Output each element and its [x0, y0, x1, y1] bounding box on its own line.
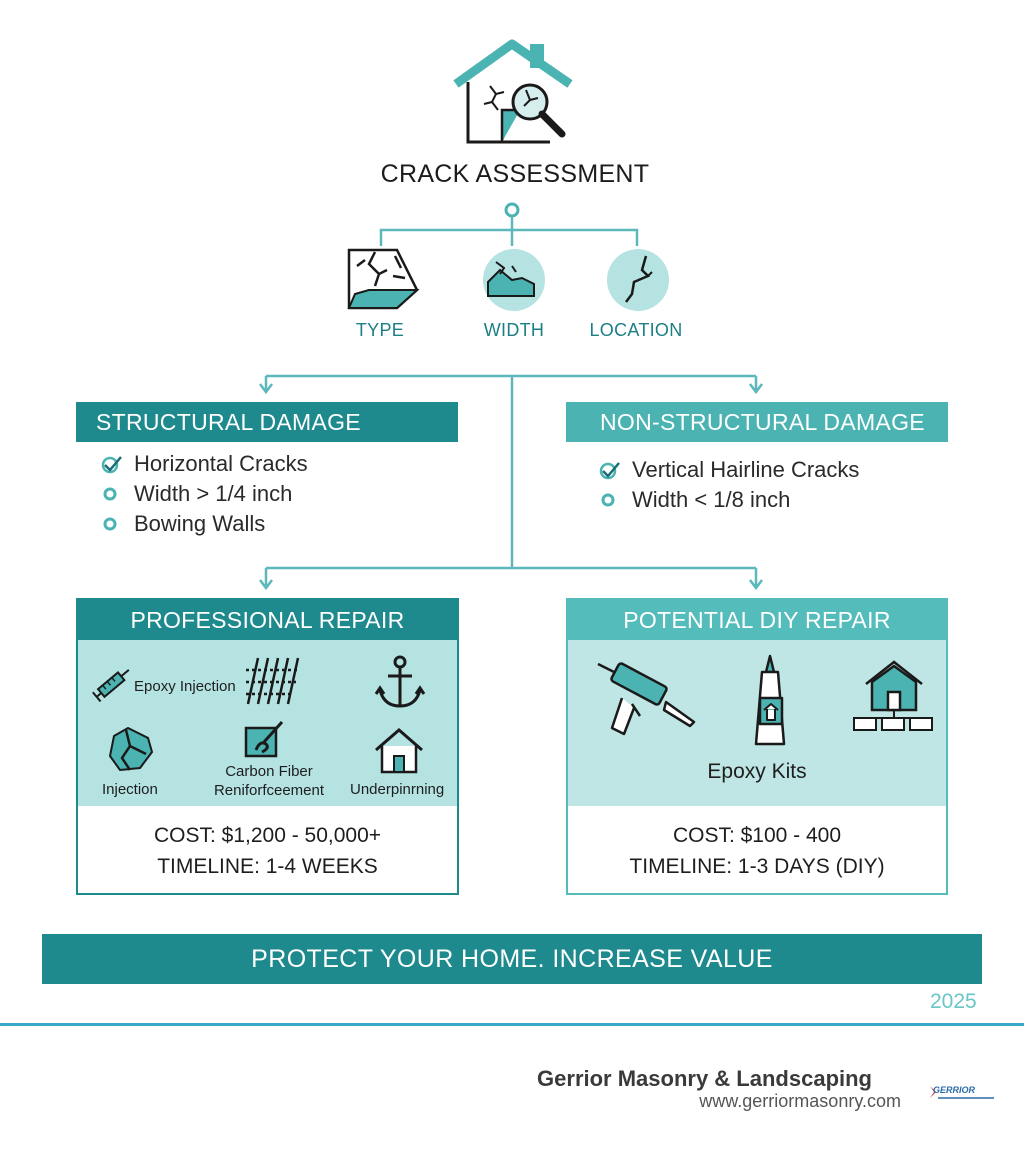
caulk-gun-icon [594, 658, 700, 738]
professional-repair-methods [78, 640, 457, 806]
check-icon [100, 453, 126, 475]
underpinning-label: Underpinrning [350, 781, 445, 798]
non-structural-damage-heading: NON-STRUCTURAL DAMAGE [566, 402, 948, 442]
list-item [100, 449, 308, 479]
house-foundation-icon [852, 660, 936, 734]
criteria-label-type: TYPE [355, 320, 405, 340]
injection-label: Injection [102, 781, 158, 798]
timeline-text: TIMELINE: 1-4 WEEKS [157, 855, 378, 878]
structural-damage-heading: STRUCTURAL DAMAGE [76, 402, 458, 442]
timeline-text: TIMELINE: 1-3 DAYS (DIY) [629, 855, 885, 878]
diy-repair-panel [566, 598, 948, 895]
list-item-label: Width < 1/8 inch [632, 487, 791, 512]
criteria-label-location: LOCATION [589, 320, 683, 340]
footer-divider [0, 1023, 1024, 1026]
professional-repair-cost [78, 806, 457, 882]
anchor-icon [374, 654, 426, 712]
diy-repair-cost [568, 806, 946, 882]
cracked-slab-icon [335, 246, 425, 316]
epoxy-kits-label: Epoxy Kits [707, 760, 807, 783]
carbon-fiber-mesh-icon [244, 654, 300, 710]
page-title: CRACK ASSESSMENT [380, 160, 650, 188]
carbon-fiber-strap-icon [242, 720, 288, 760]
epoxy-tube-icon [740, 654, 800, 752]
carbon-fiber-label [194, 762, 344, 800]
cost-text: COST: $100 - 400 [672, 824, 842, 847]
list-item-label: Vertical Hairline Cracks [632, 457, 860, 482]
crack-location-icon [606, 248, 670, 312]
carbon-fiber-label-line1: Carbon Fiber [225, 763, 313, 780]
list-item [598, 485, 859, 515]
professional-repair-panel [76, 598, 459, 895]
syringe-icon [90, 664, 134, 704]
diy-repair-heading: POTENTIAL DIY REPAIR [568, 600, 946, 640]
list-item-label: Bowing Walls [134, 511, 266, 536]
list-item [598, 455, 859, 485]
circle-bullet-icon [598, 489, 624, 511]
list-item [100, 479, 308, 509]
criteria-label-width: WIDTH [483, 320, 545, 340]
list-item-label: Horizontal Cracks [134, 451, 308, 476]
cta-banner: PROTECT YOUR HOME. INCREASE VALUE [42, 934, 982, 984]
list-item-label: Width > 1/4 inch [134, 481, 293, 506]
circle-bullet-icon [100, 483, 126, 505]
underpinning-house-icon [372, 726, 426, 776]
company-name: Gerrior Masonry & Landscaping [537, 1066, 872, 1091]
carbon-fiber-label-line2: Reniforfceement [213, 782, 325, 799]
injection-crack-icon [106, 724, 154, 774]
check-icon [598, 459, 624, 481]
crack-width-icon [482, 248, 546, 312]
circle-bullet-icon [100, 513, 126, 535]
non-structural-damage-list [598, 455, 859, 515]
epoxy-injection-label: Epoxy Injection [134, 678, 236, 695]
structural-damage-list [100, 449, 308, 539]
list-item [100, 509, 308, 539]
cost-text: COST: $1,200 - 50,000+ [153, 824, 382, 847]
year-label: 2025 [930, 990, 977, 1013]
professional-repair-heading: PROFESSIONAL REPAIR [78, 600, 457, 640]
company-logo-text: GERRIOR [933, 1085, 976, 1095]
diy-repair-methods [568, 640, 946, 806]
company-website[interactable]: www.gerriormasonry.com [699, 1091, 901, 1111]
